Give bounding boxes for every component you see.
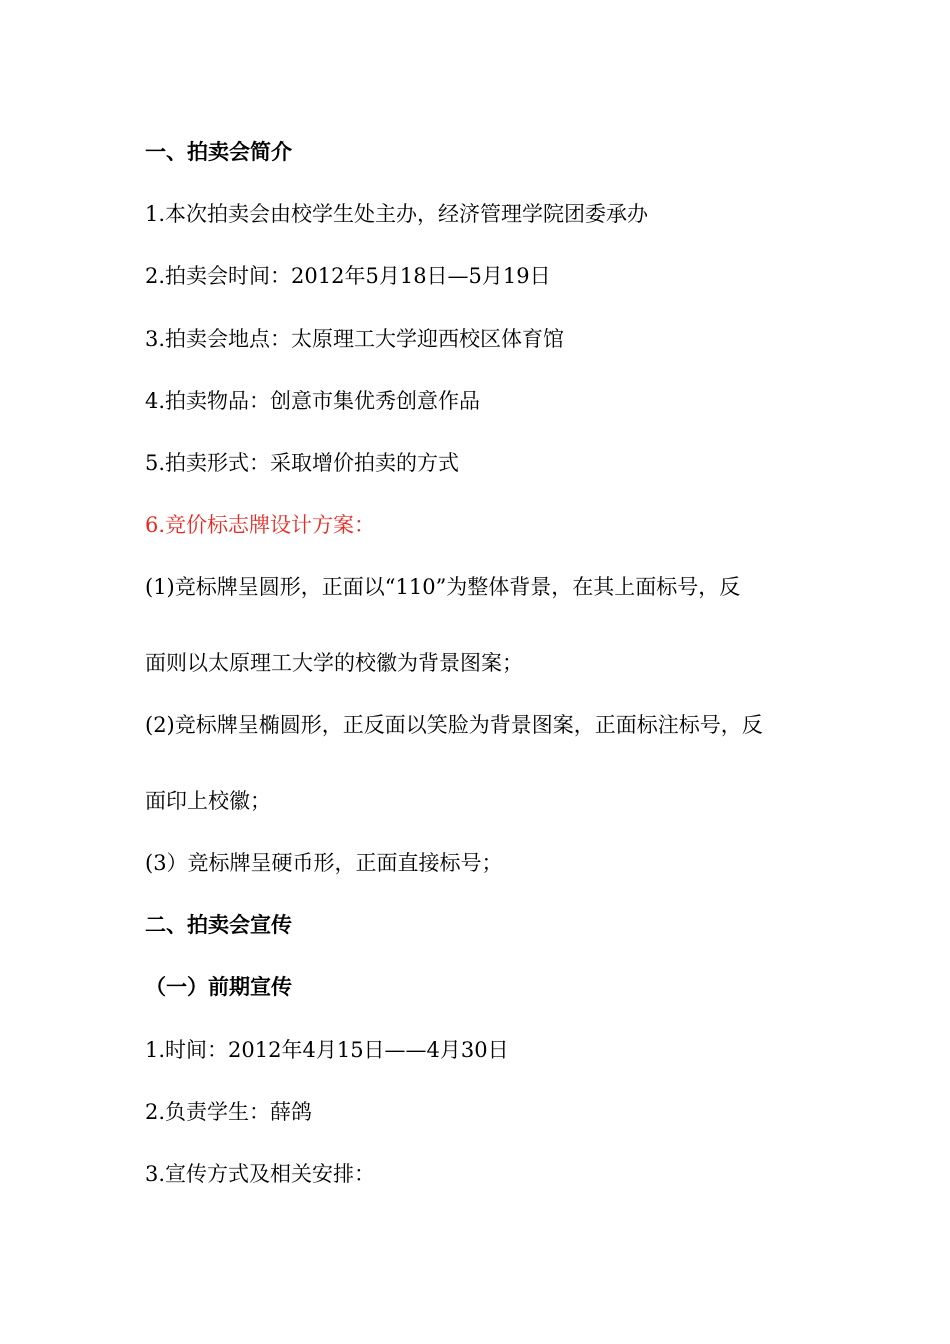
plan-2-line-1: (2)竞标牌呈椭圆形，正反面以笑脸为背景图案，正面标注标号，反	[145, 713, 763, 737]
plan-2-line-2: 面印上校徽；	[145, 789, 271, 813]
section1-heading: 一、拍卖会简介	[145, 139, 292, 164]
section2-item-1: 1.时间：2012年4月15日——4月30日	[145, 1038, 509, 1062]
section2-heading: 二、拍卖会宣传	[145, 912, 292, 937]
section2-item-2: 2.负责学生：薛鸽	[145, 1100, 313, 1124]
plan-1-line-1: (1)竞标牌呈圆形，正面以“110”为整体背景，在其上面标号，反	[145, 575, 741, 599]
section1-item-1: 1.本次拍卖会由校学生处主办，经济管理学院团委承办	[145, 202, 649, 226]
section1-item-2: 2.拍卖会时间：2012年5月18日—5月19日	[145, 264, 551, 288]
section2-subheading: （一）前期宣传	[145, 974, 292, 999]
plan-1-line-2: 面则以太原理工大学的校徽为背景图案；	[145, 651, 523, 675]
section1-item-3: 3.拍卖会地点：太原理工大学迎西校区体育馆	[145, 327, 565, 351]
section1-item-4: 4.拍卖物品：创意市集优秀创意作品	[145, 389, 481, 413]
section2-item-3: 3.宣传方式及相关安排：	[145, 1162, 376, 1186]
section1-item-5: 5.拍卖形式：采取增价拍卖的方式	[145, 451, 460, 475]
plan-3-line-1: (3）竞标牌呈硬币形，正面直接标号；	[145, 851, 503, 875]
section1-item-6-heading: 6.竞价标志牌设计方案：	[145, 513, 376, 537]
